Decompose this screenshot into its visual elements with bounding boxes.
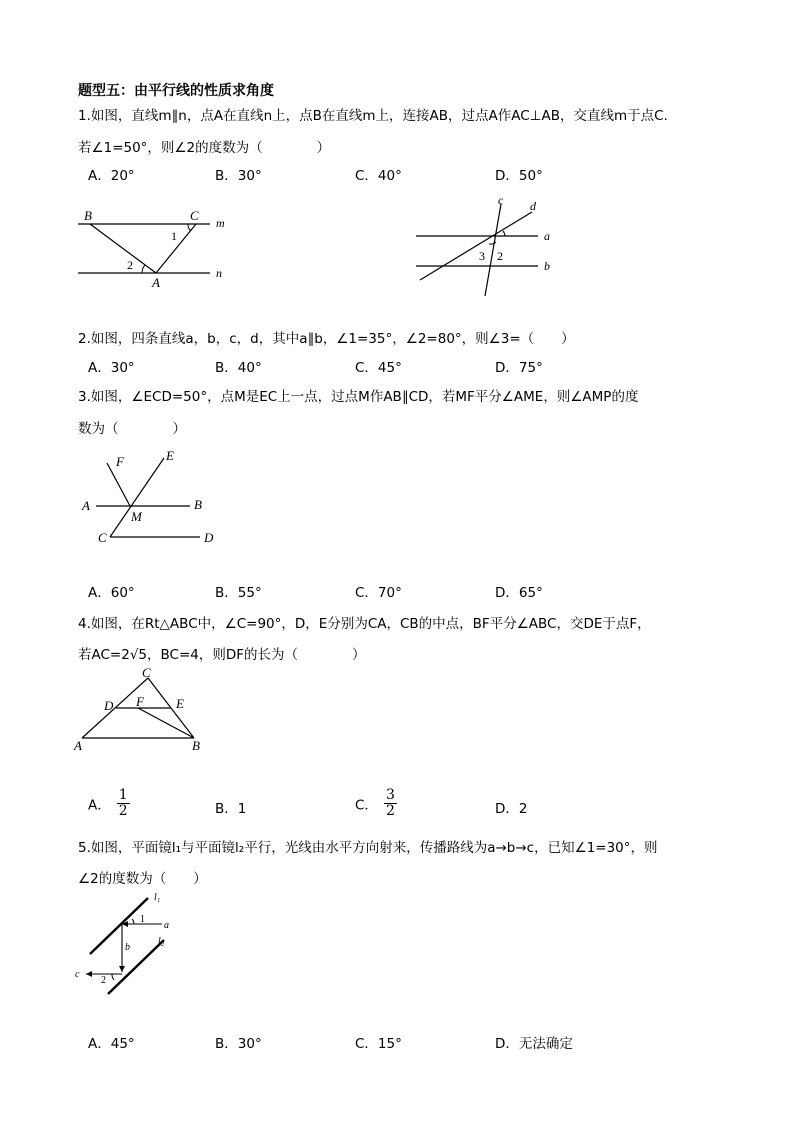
q3-label-a: A (82, 498, 90, 513)
q1-option-c[interactable]: C．40° (355, 168, 402, 184)
q2-option-d[interactable]: D．75° (495, 360, 543, 376)
q1-line2: 若∠1=50°，则∠2的度数为（ ） (78, 140, 331, 156)
q3-label-m: M (131, 509, 142, 524)
q4-option-c-label: C． (355, 797, 378, 814)
q1-label-angle1: 1 (171, 229, 177, 243)
q4-label-b: B (192, 738, 200, 753)
q1-label-angle2: 2 (127, 258, 133, 272)
section-title: 题型五：由平行线的性质求角度 (78, 83, 274, 99)
q4-option-c[interactable] (355, 788, 397, 819)
q4-label-d: D (104, 698, 114, 713)
q3-label-c: C (98, 530, 107, 545)
q4-option-c-denominator: 2 (385, 803, 395, 819)
q1-option-d[interactable]: D．50° (495, 168, 543, 184)
q5-label-angle2: 2 (101, 975, 106, 986)
q4-option-a-numerator: 1 (118, 787, 128, 803)
q1-option-a[interactable]: A．20° (88, 168, 135, 184)
q1-line1: 1.如图，直线m∥n，点A在直线n上，点B在直线m上，连接AB，过点A作AC⊥AB，交直线m于点C. (78, 108, 668, 124)
q1-option-b[interactable]: B．30° (215, 168, 262, 184)
q3-label-e: E (166, 448, 174, 463)
q5-label-angle1: 1 (140, 914, 145, 925)
q1-label-n: n (216, 266, 222, 280)
q4-triangle-figure (72, 666, 212, 756)
q5-label-c: c (75, 969, 80, 980)
q5-option-a[interactable]: A．45° (88, 1036, 135, 1052)
q2-option-a[interactable]: A．30° (88, 360, 135, 376)
q4-option-b[interactable]: B．1 (215, 801, 247, 817)
q3-line2: 数为（ ） (78, 421, 186, 437)
q4-option-a-label: A． (88, 797, 111, 814)
q2-label-angle2: 2 (497, 249, 503, 263)
q4-option-a[interactable] (88, 788, 130, 819)
q2-label-a: a (544, 229, 550, 243)
q2-label-b: b (544, 259, 550, 273)
q1-label-a: A (152, 275, 160, 290)
q4-label-e: E (176, 696, 184, 711)
q3-line1: 3.如图，∠ECD=50°，点M是EC上一点，过点M作AB∥CD，若MF平分∠AME，则∠AMP的度 (78, 389, 639, 405)
q2-figure-four-lines (410, 192, 560, 300)
q5-label-a: a (164, 920, 169, 931)
q5-line1: 5.如图，平面镜l₁与平面镜l₂平行，光线由水平方向射来，传播路线为a→b→c，已知∠1=30°，则 (78, 840, 658, 856)
q4-option-a-denominator: 2 (118, 803, 128, 819)
q5-mirror-figure (72, 888, 192, 1004)
q4-label-f: F (136, 694, 144, 709)
q4-label-c: C (142, 666, 151, 680)
q5-label-b: b (125, 942, 130, 953)
q3-label-d: D (204, 530, 214, 545)
q4-line2: 若AC=2√5，BC=4，则DF的长为（ ） (78, 647, 366, 663)
q5-option-b[interactable]: B．30° (215, 1036, 262, 1052)
q3-option-a[interactable]: A．60° (88, 585, 135, 601)
q3-option-d[interactable]: D．65° (495, 585, 543, 601)
q1-figure-parallel-lines (70, 200, 240, 292)
q5-label-l1: l₁ (154, 892, 161, 903)
q4-label-a: A (74, 738, 82, 753)
q4-option-c-numerator: 3 (385, 787, 395, 803)
q5-option-d[interactable]: D．无法确定 (495, 1036, 573, 1052)
q2-label-d: d (530, 199, 536, 213)
q4-option-a-fraction (117, 788, 130, 819)
q2-label-c: c (498, 193, 504, 207)
q2-option-c[interactable]: C．45° (355, 360, 402, 376)
q3-option-b[interactable]: B．55° (215, 585, 262, 601)
q3-figure (78, 446, 228, 552)
q3-option-c[interactable]: C．70° (355, 585, 402, 601)
q4-line1: 4.如图，在Rt△ABC中，∠C=90°，D，E分别为CA，CB的中点，BF平分∠ABC，交DE于点F， (78, 616, 651, 632)
q4-option-c-fraction (384, 788, 397, 819)
q2-option-b[interactable]: B．40° (215, 360, 262, 376)
q5-line2: ∠2的度数为（ ） (78, 871, 207, 887)
q3-label-b: B (194, 497, 202, 512)
q2-label-angle3: 3 (479, 249, 485, 263)
q1-label-m: m (216, 216, 225, 230)
q3-label-f: F (116, 454, 124, 469)
q4-option-d[interactable]: D．2 (495, 801, 528, 817)
q5-option-c[interactable]: C．15° (355, 1036, 402, 1052)
q2-line1: 2.如图，四条直线a，b，c，d，其中a∥b，∠1=35°，∠2=80°，则∠3=（ ） (78, 331, 575, 347)
q1-label-c: C (190, 208, 199, 223)
q1-label-b: B (84, 208, 92, 223)
q5-label-l2: l₂ (158, 936, 165, 947)
